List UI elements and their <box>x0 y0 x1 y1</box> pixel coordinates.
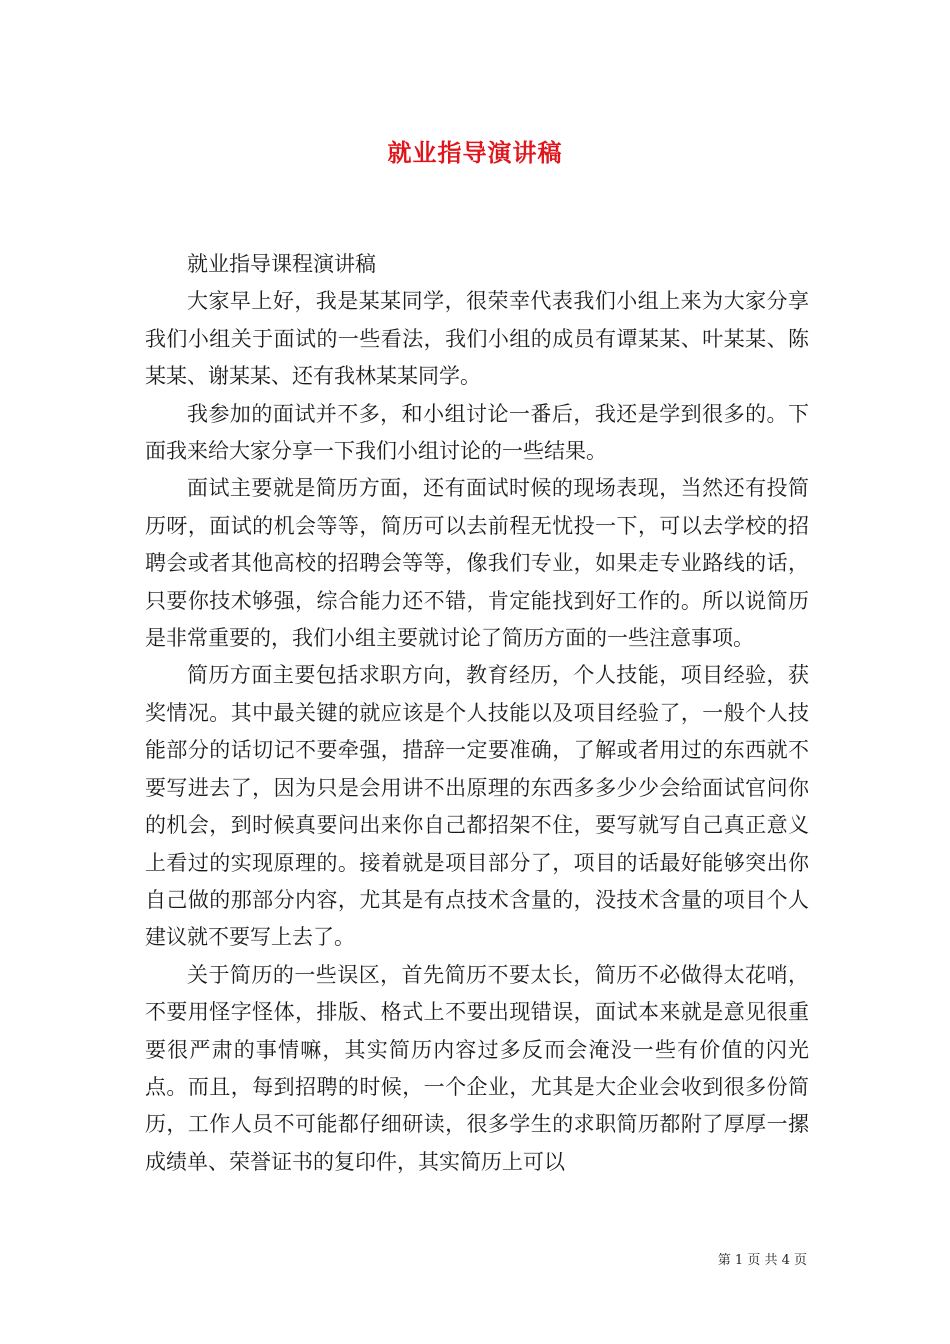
page-number-footer: 第 1 页 共 4 页 <box>717 1253 807 1268</box>
document-title: 就业指导演讲稿 <box>387 138 563 167</box>
paragraph: 大家早上好，我是某某同学，很荣幸代表我们小组上来为大家分享我们小组关于面试的一些看法，我们小组的成员有谭某某、叶某某、陈某某、谢某某、还有我林某某同学。 <box>145 289 809 389</box>
paragraph: 就业指导课程演讲稿 <box>187 252 376 276</box>
document-body <box>145 246 809 1181</box>
paragraph: 面试主要就是简历方面，还有面试时候的现场表现，当然还有投简历呀，面试的机会等等，简历可以去前程无忧投一下，可以去学校的招聘会或者其他高校的招聘会等等，像我们专业，如果走专业路线的话，只要你技术够强，综合能力还不错，肯定能找到好工作的。所以说简历是非常重要的，我们小组主要就讨论了简历方面的一些注意事项。 <box>145 476 809 651</box>
paragraph: 简历方面主要包括求职方向，教育经历，个人技能，项目经验，获奖情况。其中最关键的就应该是个人技能以及项目经验了，一般个人技能部分的话切记不要牵强，措辞一定要准确，了解或者用过的东西就不要写进去了，因为只是会用讲不出原理的东西多多少少会给面试官问你的机会，到时候真要问出来你自己都招架不住，要写就写自己真正意义上看过的实现原理的。接着就是项目部分了，项目的话最好能够突出你自己做的那部分内容，尤其是有点技术含量的，没技术含量的项目个人建议就不要写上去了。 <box>145 663 809 950</box>
paragraph: 我参加的面试并不多，和小组讨论一番后，我还是学到很多的。下面我来给大家分享一下我们小组讨论的一些结果。 <box>145 401 809 464</box>
paragraph: 关于简历的一些误区，首先简历不要太长，简历不必做得太花哨，不要用怪字怪体，排版、格式上不要出现错误，面试本来就是意见很重要很严肃的事情嘛，其实简历内容过多反而会淹没一些有价值的闪光点。而且，每到招聘的时候，一个企业，尤其是大企业会收到很多份简历，工作人员不可能都仔细研读，很多学生的求职简历都附了厚厚一摞成绩单、荣誉证书的复印件，其实简历上可以 <box>145 962 809 1174</box>
